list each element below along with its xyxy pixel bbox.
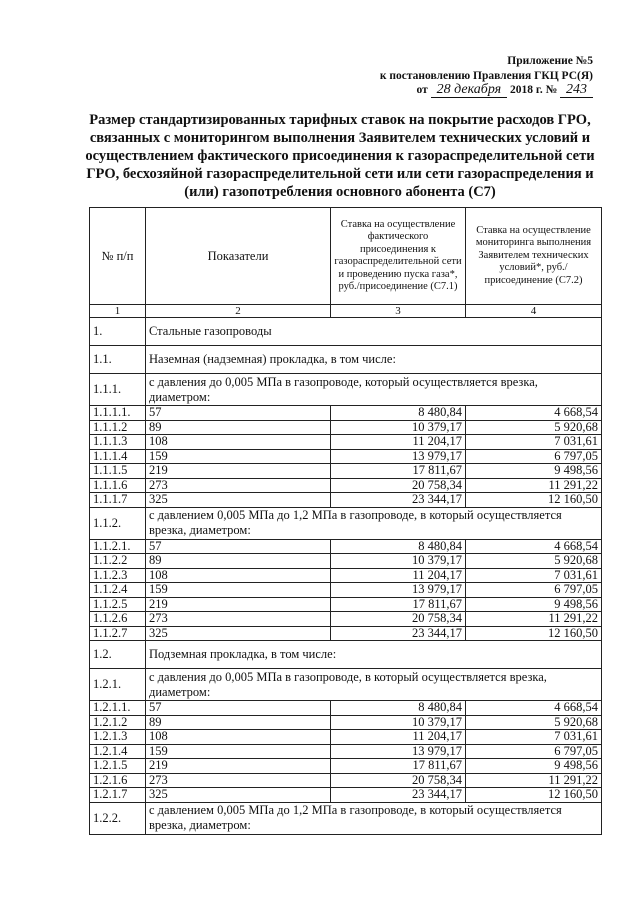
diameter-value: 219 <box>146 464 331 479</box>
section-label: Подземная прокладка, в том числе: <box>146 641 602 669</box>
table-row <box>90 435 602 450</box>
rate-c71-value: 17 811,67 <box>331 464 466 479</box>
diameter-value: 159 <box>146 449 331 464</box>
row-code: 1.1.2. <box>90 507 146 539</box>
rate-c71-value: 23 344,17 <box>331 493 466 508</box>
table-row <box>90 583 602 598</box>
row-code: 1.1.1. <box>90 374 146 406</box>
rates-table <box>89 207 602 835</box>
date-prefix: от <box>416 84 428 96</box>
rate-c71-value: 13 979,17 <box>331 449 466 464</box>
diameter-value: 108 <box>146 435 331 450</box>
row-code: 1.2.1.7 <box>90 788 146 803</box>
row-code: 1.2.1.1. <box>90 701 146 716</box>
appendix-header <box>380 54 593 98</box>
row-code: 1.1.1.7 <box>90 493 146 508</box>
rate-c72-value: 11 291,22 <box>466 773 602 788</box>
section-label: с давлением 0,005 МПа до 1,2 МПа в газопроводе, в который осуществляется врезка, диаметром: <box>146 802 602 834</box>
table-row <box>90 773 602 788</box>
rate-c71-value: 10 379,17 <box>331 554 466 569</box>
diameter-value: 325 <box>146 788 331 803</box>
resolution-date-line <box>380 83 593 98</box>
row-code: 1.1.2.3 <box>90 568 146 583</box>
rate-c72-value: 6 797,05 <box>466 583 602 598</box>
column-number: 2 <box>146 305 331 318</box>
row-code: 1.2.1.3 <box>90 730 146 745</box>
diameter-value: 219 <box>146 759 331 774</box>
section-row <box>90 507 602 539</box>
rate-c71-value: 8 480,84 <box>331 406 466 421</box>
row-code: 1.2.1. <box>90 669 146 701</box>
row-code: 1.1.2.1. <box>90 539 146 554</box>
rate-c72-value: 4 668,54 <box>466 701 602 716</box>
column-numbers-row <box>90 305 602 318</box>
row-code: 1.2. <box>90 641 146 669</box>
section-row <box>90 318 602 346</box>
row-code: 1.1.2.5 <box>90 597 146 612</box>
handwritten-date: 28 декабря <box>431 82 508 98</box>
diameter-value: 273 <box>146 478 331 493</box>
row-code: 1.2.1.2 <box>90 715 146 730</box>
rate-c71-value: 20 758,34 <box>331 612 466 627</box>
rate-c71-value: 17 811,67 <box>331 597 466 612</box>
rate-c71-value: 10 379,17 <box>331 420 466 435</box>
section-label: с давлением 0,005 МПа до 1,2 МПа в газопроводе, в который осуществляется врезка, диаметром: <box>146 507 602 539</box>
rate-c72-value: 7 031,61 <box>466 435 602 450</box>
row-code: 1.1.1.5 <box>90 464 146 479</box>
rate-c72-value: 6 797,05 <box>466 744 602 759</box>
rate-c71-value: 10 379,17 <box>331 715 466 730</box>
table-row <box>90 759 602 774</box>
rate-c72-value: 9 498,56 <box>466 759 602 774</box>
row-code: 1.1. <box>90 346 146 374</box>
diameter-value: 89 <box>146 715 331 730</box>
rate-c72-value: 5 920,68 <box>466 715 602 730</box>
rate-c72-value: 4 668,54 <box>466 406 602 421</box>
handwritten-number: 243 <box>560 82 593 98</box>
rate-c71-value: 13 979,17 <box>331 583 466 598</box>
diameter-value: 108 <box>146 568 331 583</box>
diameter-value: 273 <box>146 773 331 788</box>
column-number: 1 <box>90 305 146 318</box>
table-row <box>90 715 602 730</box>
section-row <box>90 346 602 374</box>
column-header-number: № п/п <box>90 208 146 305</box>
rate-c72-value: 11 291,22 <box>466 612 602 627</box>
column-number: 3 <box>331 305 466 318</box>
row-code: 1. <box>90 318 146 346</box>
rate-c71-value: 11 204,17 <box>331 435 466 450</box>
rate-c72-value: 5 920,68 <box>466 554 602 569</box>
table-row <box>90 493 602 508</box>
rate-c72-value: 11 291,22 <box>466 478 602 493</box>
diameter-value: 89 <box>146 554 331 569</box>
row-code: 1.1.1.1. <box>90 406 146 421</box>
year-label: 2018 г. № <box>510 84 558 96</box>
rate-c72-value: 6 797,05 <box>466 449 602 464</box>
document-title: Размер стандартизированных тарифных ставок на покрытие расходов ГРО, связанных с мониторингом выполнения Заявителем технических условий и осуществлением фактического присоединения к газораспределительной сети ГРО, бесхозяйной газораспределительной сети или сети газораспределения и (или) газопотребления основного абонента (С7) <box>85 112 595 200</box>
rate-c71-value: 8 480,84 <box>331 539 466 554</box>
row-code: 1.2.2. <box>90 802 146 834</box>
row-code: 1.1.1.2 <box>90 420 146 435</box>
rate-c72-value: 9 498,56 <box>466 597 602 612</box>
diameter-value: 57 <box>146 701 331 716</box>
rate-c71-value: 8 480,84 <box>331 701 466 716</box>
rate-c71-value: 20 758,34 <box>331 478 466 493</box>
table-row <box>90 539 602 554</box>
resolution-reference: к постановлению Правления ГКЦ РС(Я) <box>379 69 593 82</box>
section-label: Наземная (надземная) прокладка, в том числе: <box>146 346 602 374</box>
rate-c71-value: 23 344,17 <box>331 788 466 803</box>
section-label: с давления до 0,005 МПа в газопроводе, в который осуществляется врезка, диаметром: <box>146 669 602 701</box>
table-row <box>90 406 602 421</box>
rate-c72-value: 7 031,61 <box>466 730 602 745</box>
rate-c71-value: 11 204,17 <box>331 730 466 745</box>
table-row <box>90 568 602 583</box>
table-row <box>90 554 602 569</box>
diameter-value: 57 <box>146 406 331 421</box>
section-label: с давления до 0,005 МПа в газопроводе, который осуществляется врезка, диаметром: <box>146 374 602 406</box>
row-code: 1.1.1.6 <box>90 478 146 493</box>
diameter-value: 325 <box>146 493 331 508</box>
row-code: 1.2.1.4 <box>90 744 146 759</box>
column-number: 4 <box>466 305 602 318</box>
table-row <box>90 744 602 759</box>
table-row <box>90 612 602 627</box>
row-code: 1.1.1.4 <box>90 449 146 464</box>
row-code: 1.1.2.4 <box>90 583 146 598</box>
table-header-row <box>90 208 602 305</box>
row-code: 1.1.2.7 <box>90 626 146 641</box>
column-header-indicators: Показатели <box>146 208 331 305</box>
table-row <box>90 701 602 716</box>
rate-c72-value: 12 160,50 <box>466 626 602 641</box>
rate-c72-value: 4 668,54 <box>466 539 602 554</box>
diameter-value: 273 <box>146 612 331 627</box>
section-row <box>90 641 602 669</box>
table-row <box>90 449 602 464</box>
diameter-value: 89 <box>146 420 331 435</box>
rate-c71-value: 11 204,17 <box>331 568 466 583</box>
section-row <box>90 802 602 834</box>
column-header-c72: Ставка на осуществление мониторинга выполнения Заявителем технических условий*, руб./присоединение (С7.2) <box>466 208 602 305</box>
rate-c72-value: 12 160,50 <box>466 788 602 803</box>
diameter-value: 159 <box>146 583 331 598</box>
diameter-value: 108 <box>146 730 331 745</box>
table-row <box>90 597 602 612</box>
table-row <box>90 464 602 479</box>
rate-c71-value: 17 811,67 <box>331 759 466 774</box>
diameter-value: 57 <box>146 539 331 554</box>
section-row <box>90 669 602 701</box>
section-label: Стальные газопроводы <box>146 318 602 346</box>
rate-c71-value: 13 979,17 <box>331 744 466 759</box>
rate-c71-value: 23 344,17 <box>331 626 466 641</box>
section-row <box>90 374 602 406</box>
appendix-number: Приложение №5 <box>507 55 593 67</box>
table-row <box>90 626 602 641</box>
diameter-value: 219 <box>146 597 331 612</box>
row-code: 1.2.1.6 <box>90 773 146 788</box>
table-row <box>90 730 602 745</box>
rate-c72-value: 9 498,56 <box>466 464 602 479</box>
rate-c72-value: 12 160,50 <box>466 493 602 508</box>
table-row <box>90 788 602 803</box>
rate-c71-value: 20 758,34 <box>331 773 466 788</box>
diameter-value: 159 <box>146 744 331 759</box>
column-header-c71: Ставка на осуществление фактического присоединения к газораспределительной сети и проведению пуска газа*, руб./присоединение (С7.1) <box>331 208 466 305</box>
row-code: 1.1.2.2 <box>90 554 146 569</box>
row-code: 1.1.1.3 <box>90 435 146 450</box>
table-row <box>90 420 602 435</box>
row-code: 1.2.1.5 <box>90 759 146 774</box>
table-row <box>90 478 602 493</box>
diameter-value: 325 <box>146 626 331 641</box>
rate-c72-value: 5 920,68 <box>466 420 602 435</box>
rate-c72-value: 7 031,61 <box>466 568 602 583</box>
row-code: 1.1.2.6 <box>90 612 146 627</box>
